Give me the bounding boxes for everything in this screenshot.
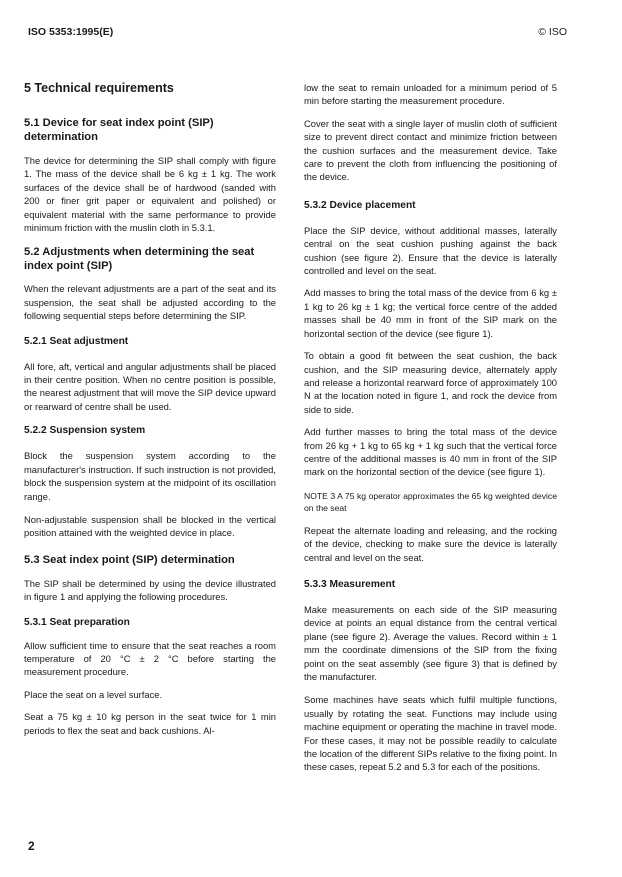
paragraph: Seat a 75 kg ± 10 kg person in the seat twice for 1 min periods to flex the seat and back cushions. Al- [24,711,276,736]
section-5-3-1-title: 5.3.1 Seat preparation [24,616,130,628]
copyright: © ISO [538,26,567,38]
section-5-1-title: 5.1 Device for seat index point (SIP) determination [24,117,214,143]
section-5-2-2-title: 5.2.2 Suspension system [24,425,146,437]
paragraph: Block the suspension system according to the manufacturer's instruction. If such instruction is not provided, block the suspension system at the midpoint of its oscillation range. [24,450,276,502]
paragraph: All fore, aft, vertical and angular adjustments shall be placed in their centre position. When no centre position is possible, the nearest adjustment that will move the SIP device upward or rearward of centre shall be used. [24,360,276,412]
paragraph: When the relevant adjustments are a part of the seat and its suspension, the seat shall be adjusted according to the following sequential steps before determining the SIP. [24,283,276,322]
paragraph: The device for determining the SIP shall comply with figure 1. The mass of the device shall be 6 kg ± 1 kg. The work surfaces of the device shall be of hardwood (sanded with 200 or finer grit paper or equivalent and polished) or equivalent material with the same performance to provide minimum friction with the muslin cloth in 5.3.1. [24,155,276,234]
paragraph: Add masses to bring the total mass of the device from 6 kg ± 1 kg to 26 kg ± 1 kg; the vertical force centre of the added masses shall be 40 mm in front of the SIP mark on the horizontal section of the device (see figure 1). [304,287,557,339]
section-5-3-title: 5.3 Seat index point (SIP) determination [24,553,235,566]
paragraph: Make measurements on each side of the SIP measuring device at points an equal distance from the central vertical plane (see figure 2). Average the values. Record within ± 1 mm the coordinate dimensions of the SIP from the fixing point on the seat assembly (see figure 3) that is defined by the manufacturer. [304,603,557,682]
paragraph: Place the seat on a level surface. [24,688,163,700]
paragraph: Some machines have seats which fulfil multiple functions, usually by rotating the seat. Functions may include using machine equipment or operating the machine in travel mode. For these cases, it may not be possible readily to calculate the location of the different SIPs relative to the fixing point. In these cases, repeat 5.2 and 5.3 for each of the positions. [304,694,557,773]
paragraph: The SIP shall be determined by using the device illustrated in figure 1 and applying the following procedures. [24,577,276,603]
paragraph: Add further masses to bring the total mass of the device from 26 kg + 1 kg to 65 kg + 1 kg such that the vertical force centre of the additional masses is 40 mm in front of the SIP mark on the horizontal section of the device (see figure 1). [304,426,557,478]
section-5-2-title: 5.2 Adjustments when determining the seat index point (SIP) [24,246,255,273]
section-5-3-3-title: 5.3.3 Measurement [304,578,396,590]
note: NOTE 3 A 75 kg operator approximates the 65 kg weighted device on the seat [304,490,557,513]
standard-id: ISO 5353:1995(E) [28,26,114,38]
paragraph: To obtain a good fit between the seat cushion, the back cushion, and the SIP measuring device, alternately apply and release a horizontal rearward force of approximately 100 N at the location noted in figure 1, and rock the device from side to side. [304,350,557,415]
paragraph: Cover the seat with a single layer of muslin cloth of sufficient size to prevent direct contact and minimize friction between the cushion surfaces and the measurement device. Take care to prevent the cloth from influencing the positioning of the device. [304,117,557,183]
paragraph: low the seat to remain unloaded for a minimum period of 5 min before starting the measurement procedure. [304,82,557,107]
paragraph: Repeat the alternate loading and releasing, and the rocking of the device, checking to make sure the device is laterally central and level on the seat. [304,524,557,563]
section-5-3-2-title: 5.3.2 Device placement [304,199,416,211]
page-number: 2 [28,839,35,853]
right-column [304,81,557,774]
section-5-2-1-title: 5.2.1 Seat adjustment [24,335,129,347]
left-column [24,81,276,737]
paragraph: Allow sufficient time to ensure that the seat reaches a room temperature of 20 °C ± 2 °C before starting the measurement procedure. [24,639,276,678]
paragraph: Non-adjustable suspension shall be blocked in the vertical position attained with the weighted device in place. [24,513,276,539]
paragraph: Place the SIP device, without additional masses, laterally central on the seat cushion pushing against the back cushion (see figure 2). Ensure that the device is laterally controlled and level on the seat. [304,224,557,277]
section-5-title: 5 Technical requirements [24,81,174,95]
